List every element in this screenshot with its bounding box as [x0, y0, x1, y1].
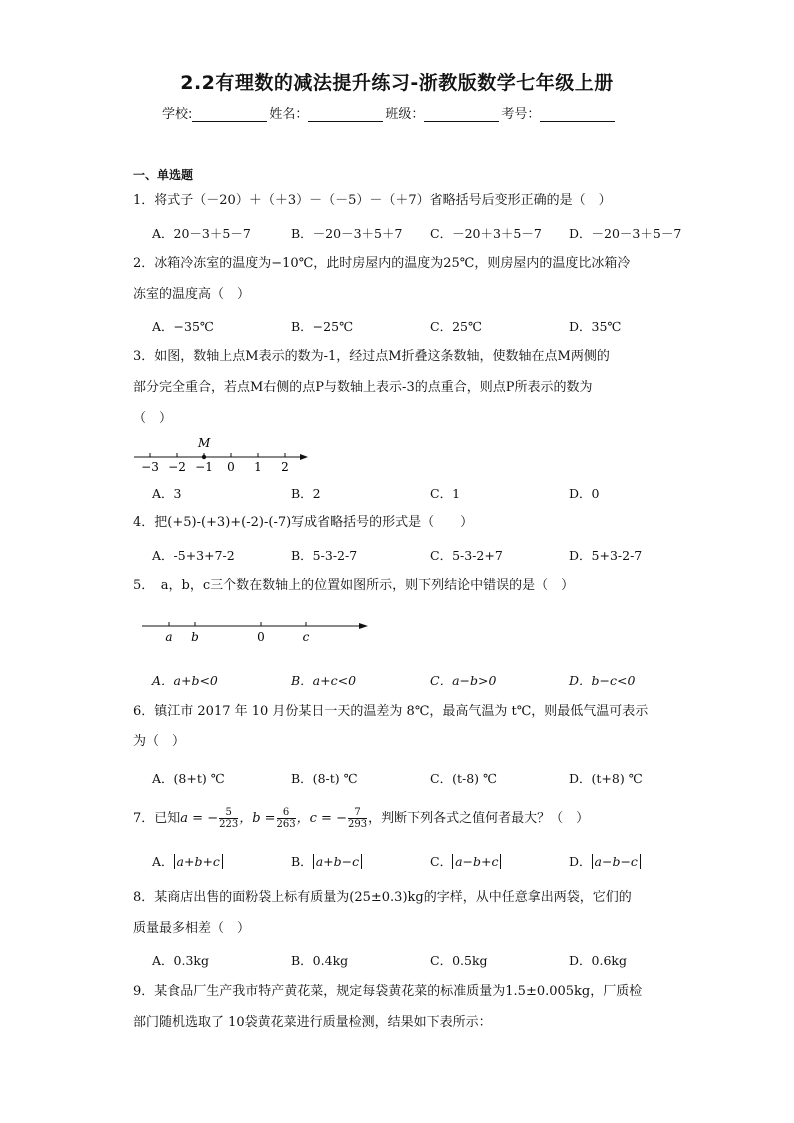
question-8-stem-line2: 质量最多相差（ ）: [133, 921, 251, 936]
option-a: A．0.3kg: [152, 953, 209, 968]
q7-prefix: 7．已知: [133, 811, 181, 826]
option-b: B．a+c<0: [291, 673, 357, 688]
q7-b-numerator: 6: [277, 807, 296, 819]
option-letter: A．: [152, 854, 174, 869]
question-7-options: [152, 852, 708, 870]
abs-expression: a+b−c: [313, 854, 362, 869]
abs-expression: a−b−c: [592, 854, 641, 869]
student-info-line: [162, 103, 617, 122]
option-a: A．-5+3+7-2: [152, 548, 235, 563]
arrow-head-icon: [359, 623, 368, 629]
q7-suffix: ，判断下列各式之值何者最大？（ ）: [368, 811, 590, 826]
point-m-label: M: [198, 436, 211, 450]
question-6-options: [152, 769, 708, 787]
option-c: C．0.5kg: [430, 953, 488, 968]
q7-c-denominator: 293: [347, 819, 368, 830]
option-b: B．(8-t) ℃: [291, 771, 358, 786]
option-a: [152, 852, 291, 870]
question-2-options: [152, 317, 708, 335]
option-letter: B．: [291, 854, 313, 869]
option-b: B．－20－3＋5＋7: [291, 226, 403, 241]
arrow-head-icon: [300, 454, 308, 460]
option-c: C．(t-8) ℃: [430, 771, 497, 786]
option-a: A．(8+t) ℃: [152, 771, 225, 786]
point-m-dot: [202, 455, 206, 459]
option-d: D．－20－3＋5－7: [569, 226, 682, 241]
question-4-options: [152, 546, 708, 564]
question-3-stem-line1: 3．如图，数轴上点M表示的数为-1，经过点M折叠这条数轴，使数轴在点M两侧的: [133, 349, 610, 364]
point-c-label: c: [302, 630, 310, 644]
option-c: C．1: [430, 486, 461, 501]
q7-c-fraction: [348, 807, 367, 830]
option-b: [291, 852, 430, 870]
tick-label: −1: [195, 460, 213, 474]
option-letter: D．: [569, 854, 592, 869]
tick-label: 0: [227, 460, 235, 474]
option-b: B．2: [291, 486, 321, 501]
q7-b-fraction: [277, 807, 296, 830]
option-d: D．35℃: [569, 319, 622, 334]
abs-expression: a+b+c: [174, 854, 223, 869]
option-d: D．0.6kg: [569, 953, 627, 968]
question-4-stem: 4．把(+5)-(+3)+(-2)-(-7)写成省略括号的形式是（ ）: [133, 515, 474, 530]
q7-c-expr: ，c = −: [296, 811, 347, 826]
school-blank[interactable]: [192, 107, 267, 122]
option-c: [430, 852, 569, 870]
question-1-stem: 1．将式子（－20）＋（＋3）－（－5）－（＋7）省略括号后变形正确的是（ ）: [133, 193, 612, 208]
q7-a-expr: a = −: [180, 811, 219, 826]
abs-expression: a−b+c: [452, 854, 501, 869]
option-d: [569, 852, 708, 870]
origin-label: 0: [257, 630, 265, 644]
tick-label: −2: [168, 460, 186, 474]
q7-a-denominator: 223: [219, 819, 239, 830]
option-d: D．(t+8) ℃: [569, 771, 643, 786]
name-blank[interactable]: [308, 107, 383, 122]
question-7-stem: [133, 802, 663, 836]
question-5-stem: 5． a，b，c三个数在数轴上的位置如图所示，则下列结论中错误的是（ ）: [133, 578, 575, 593]
question-9-stem-line2: 部门随机选取了 10袋黄花菜进行质量检测，结果如下表所示：: [133, 1015, 492, 1030]
option-d: D．b−c<0: [569, 673, 636, 688]
q7-b-denominator: 263: [276, 819, 296, 830]
tick-label: −3: [141, 460, 159, 474]
option-letter: C．: [430, 854, 453, 869]
section-heading: 一、单选题: [133, 168, 194, 182]
question-6-stem-line1: 6．镇江市 2017 年 10 月份某日一天的温差为 8℃，最高气温为 t℃，则最低气温可表示: [133, 704, 649, 719]
number-line-q5: [138, 616, 378, 646]
option-d: D．5+3-2-7: [569, 548, 643, 563]
question-2-stem-line1: 2．冰箱冷冻室的温度为−10℃，此时房屋内的温度为25℃，则房屋内的温度比冰箱冷: [133, 256, 631, 271]
question-2-stem-line2: 冻室的温度高（ ）: [133, 287, 251, 302]
option-b: B．5-3-2-7: [291, 548, 358, 563]
school-label: 学校:: [162, 107, 193, 122]
tick-label: 2: [281, 460, 289, 474]
question-3-options: [152, 484, 708, 502]
option-a: A．3: [152, 486, 182, 501]
q7-b-expr: ，b =: [239, 811, 276, 826]
option-b: B．−25℃: [291, 319, 354, 334]
question-3-stem-line2: 部分完全重合，若点M右侧的点P与数轴上表示-3的点重合，则点P所表示的数为: [133, 380, 593, 395]
option-c: C．－20＋3＋5－7: [430, 226, 542, 241]
number-label: 考号：: [501, 107, 541, 122]
question-5-options: [152, 671, 708, 689]
option-b: B．0.4kg: [291, 953, 349, 968]
option-c: C．a−b>0: [430, 673, 497, 688]
q7-a-fraction: [219, 807, 238, 830]
question-3-stem-line3: （ ）: [133, 411, 173, 426]
q7-a-numerator: 5: [219, 807, 238, 819]
option-d: D．0: [569, 486, 600, 501]
class-blank[interactable]: [424, 107, 499, 122]
option-c: C．5-3-2+7: [430, 548, 503, 563]
option-a: A．a+b<0: [152, 673, 218, 688]
option-c: C．25℃: [430, 319, 482, 334]
question-6-stem-line2: 为（ ）: [133, 734, 186, 749]
tick-label: 1: [254, 460, 262, 474]
option-a: A．20－3＋5－7: [152, 226, 251, 241]
point-b-label: b: [191, 630, 199, 644]
question-8-stem-line1: 8．某商店出售的面粉袋上标有质量为(25±0.3)kg的字样，从中任意拿出两袋，它们的: [133, 890, 632, 905]
option-a: A．−35℃: [152, 319, 214, 334]
number-blank[interactable]: [540, 107, 615, 122]
class-label: 班级：: [385, 107, 425, 122]
q7-c-numerator: 7: [348, 807, 367, 819]
point-a-label: a: [165, 630, 173, 644]
question-9-stem-line1: 9．某食品厂生产我市特产黄花菜，规定每袋黄花菜的标准质量为1.5±0.005kg，厂质检: [133, 984, 643, 999]
name-label: 姓名：: [269, 107, 309, 122]
page-title: 2.2有理数的减法提升练习-浙教版数学七年级上册: [180, 72, 614, 94]
question-1-options: [152, 224, 708, 242]
number-line-q3: [130, 434, 320, 476]
question-8-options: [152, 951, 708, 969]
